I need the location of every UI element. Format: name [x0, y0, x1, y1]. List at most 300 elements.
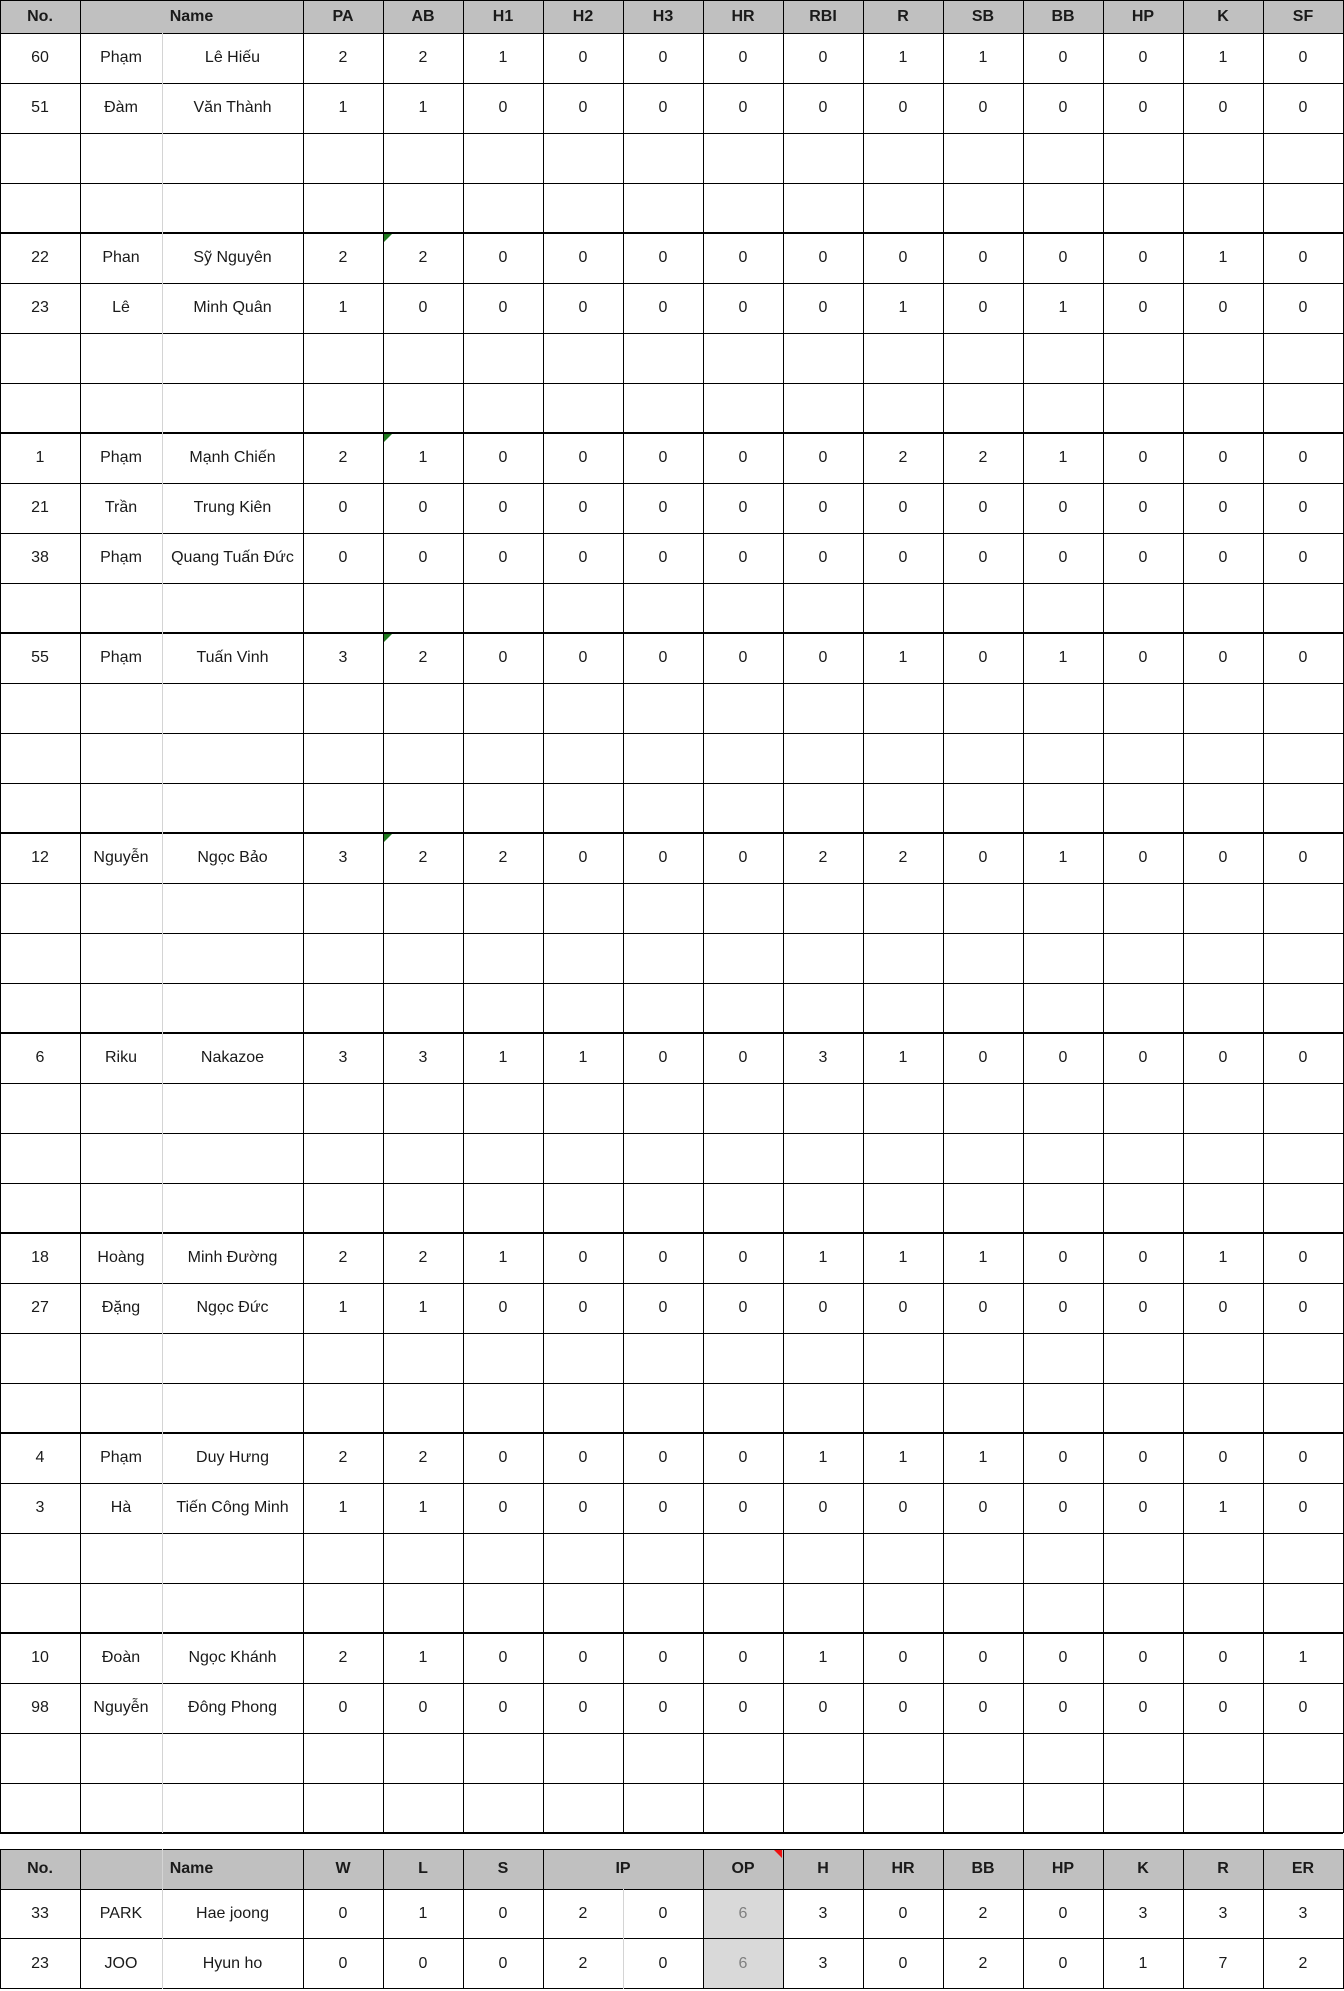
empty-cell[interactable]: [383, 683, 463, 733]
empty-cell[interactable]: [863, 1583, 943, 1633]
empty-cell[interactable]: [1263, 1133, 1343, 1183]
stat-ab[interactable]: 0: [418, 499, 428, 516]
empty-cell[interactable]: [1183, 583, 1263, 633]
empty-cell[interactable]: [383, 1183, 463, 1233]
stat-pa[interactable]: 0: [338, 1699, 348, 1716]
pitch-stat[interactable]: 3: [818, 1905, 828, 1922]
empty-cell[interactable]: [1263, 1383, 1343, 1433]
empty-cell[interactable]: [623, 983, 703, 1033]
stat-rbi[interactable]: 1: [818, 1249, 828, 1266]
empty-cell[interactable]: [1263, 1533, 1343, 1583]
empty-cell[interactable]: [1103, 1733, 1183, 1783]
empty-cell[interactable]: [383, 1533, 463, 1583]
empty-cell[interactable]: [1263, 1783, 1343, 1833]
empty-cell[interactable]: [943, 1783, 1023, 1833]
empty-cell[interactable]: [623, 733, 703, 783]
empty-cell[interactable]: [1263, 583, 1343, 633]
empty-cell[interactable]: [1103, 783, 1183, 833]
stat-bb[interactable]: 0: [1058, 1299, 1068, 1316]
empty-cell[interactable]: [463, 1533, 543, 1583]
stat-hr[interactable]: 0: [738, 1249, 748, 1266]
pitch-stat[interactable]: 0: [1058, 1905, 1068, 1922]
empty-cell[interactable]: [943, 1183, 1023, 1233]
stat-rbi[interactable]: 0: [818, 1299, 828, 1316]
empty-cell[interactable]: [0, 983, 80, 1033]
empty-cell[interactable]: [1103, 983, 1183, 1033]
empty-cell[interactable]: [80, 1333, 162, 1383]
pitcher-first-name[interactable]: Hyun ho: [202, 1955, 263, 1972]
empty-cell[interactable]: [162, 1533, 303, 1583]
empty-cell[interactable]: [863, 883, 943, 933]
pitch-stat[interactable]: 0: [338, 1955, 348, 1972]
pitch-stat[interactable]: 1: [1138, 1955, 1148, 1972]
empty-cell[interactable]: [1023, 583, 1103, 633]
pitch-stat[interactable]: 0: [418, 1955, 428, 1972]
stat-h1[interactable]: 1: [498, 1249, 508, 1266]
empty-cell[interactable]: [783, 1133, 863, 1183]
empty-cell[interactable]: [943, 933, 1023, 983]
empty-cell[interactable]: [783, 183, 863, 233]
empty-cell[interactable]: [0, 583, 80, 633]
stat-h2[interactable]: 0: [578, 499, 588, 516]
empty-cell[interactable]: [1103, 133, 1183, 183]
empty-cell[interactable]: [303, 883, 383, 933]
stat-sb[interactable]: 0: [978, 649, 988, 666]
empty-cell[interactable]: [543, 1183, 623, 1233]
stat-h3[interactable]: 0: [658, 849, 668, 866]
player-last-name[interactable]: Trần: [104, 499, 138, 516]
comment-indicator-icon[interactable]: [774, 1850, 782, 1858]
stat-sb[interactable]: 0: [978, 1049, 988, 1066]
stat-k[interactable]: 0: [1218, 649, 1228, 666]
empty-cell[interactable]: [303, 1083, 383, 1133]
player-last-name[interactable]: Phạm: [100, 549, 142, 566]
player-number[interactable]: 38: [31, 549, 49, 566]
stat-pa[interactable]: 2: [338, 249, 348, 266]
player-last-name[interactable]: Hoàng: [97, 1249, 145, 1266]
stat-pa[interactable]: 2: [338, 1449, 348, 1466]
stat-r[interactable]: 2: [898, 449, 908, 466]
stat-sf[interactable]: 0: [1298, 1299, 1308, 1316]
empty-cell[interactable]: [463, 183, 543, 233]
empty-cell[interactable]: [0, 933, 80, 983]
empty-cell[interactable]: [1183, 933, 1263, 983]
comment-indicator-icon[interactable]: [384, 834, 392, 842]
stat-rbi[interactable]: 2: [818, 849, 828, 866]
empty-cell[interactable]: [543, 333, 623, 383]
empty-cell[interactable]: [863, 383, 943, 433]
empty-cell[interactable]: [943, 1733, 1023, 1783]
empty-cell[interactable]: [162, 1083, 303, 1133]
empty-cell[interactable]: [1183, 1583, 1263, 1633]
pitch-stat[interactable]: 3: [1298, 1905, 1308, 1922]
pitcher-number[interactable]: 33: [31, 1905, 49, 1922]
empty-cell[interactable]: [703, 1583, 783, 1633]
empty-cell[interactable]: [543, 733, 623, 783]
stat-bb[interactable]: 0: [1058, 49, 1068, 66]
pitch-stat[interactable]: 0: [498, 1905, 508, 1922]
stat-r[interactable]: 0: [898, 249, 908, 266]
empty-cell[interactable]: [1263, 383, 1343, 433]
empty-cell[interactable]: [703, 783, 783, 833]
empty-cell[interactable]: [543, 1083, 623, 1133]
stat-hp[interactable]: 0: [1138, 1449, 1148, 1466]
stat-rbi[interactable]: 0: [818, 1699, 828, 1716]
empty-cell[interactable]: [703, 333, 783, 383]
empty-cell[interactable]: [623, 1083, 703, 1133]
empty-cell[interactable]: [1183, 983, 1263, 1033]
stat-rbi[interactable]: 1: [818, 1449, 828, 1466]
stat-h1[interactable]: 0: [498, 249, 508, 266]
empty-cell[interactable]: [703, 683, 783, 733]
empty-cell[interactable]: [383, 1383, 463, 1433]
empty-cell[interactable]: [80, 983, 162, 1033]
stat-bb[interactable]: 0: [1058, 1449, 1068, 1466]
empty-cell[interactable]: [1263, 133, 1343, 183]
stat-h2[interactable]: 0: [578, 449, 588, 466]
stat-hr[interactable]: 0: [738, 1049, 748, 1066]
player-last-name[interactable]: Phạm: [100, 649, 142, 666]
stat-sb[interactable]: 0: [978, 499, 988, 516]
pitcher-last-name[interactable]: PARK: [99, 1905, 143, 1922]
empty-cell[interactable]: [783, 1333, 863, 1383]
empty-cell[interactable]: [863, 1533, 943, 1583]
empty-cell[interactable]: [783, 1383, 863, 1433]
player-number[interactable]: 12: [31, 849, 49, 866]
empty-cell[interactable]: [383, 783, 463, 833]
stat-hp[interactable]: 0: [1138, 1049, 1148, 1066]
stat-ab[interactable]: 2: [418, 1249, 428, 1266]
empty-cell[interactable]: [463, 883, 543, 933]
empty-cell[interactable]: [783, 1783, 863, 1833]
stat-bb[interactable]: 0: [1058, 549, 1068, 566]
player-first-name[interactable]: Ngọc Bảo: [197, 849, 268, 866]
empty-cell[interactable]: [383, 1733, 463, 1783]
stat-k[interactable]: 0: [1218, 299, 1228, 316]
empty-cell[interactable]: [1103, 683, 1183, 733]
empty-cell[interactable]: [1103, 383, 1183, 433]
pitch-stat[interactable]: 2: [578, 1955, 588, 1972]
stat-pa[interactable]: 0: [338, 549, 348, 566]
stat-sf[interactable]: 0: [1298, 249, 1308, 266]
pitch-stat[interactable]: 0: [1058, 1955, 1068, 1972]
empty-cell[interactable]: [543, 783, 623, 833]
empty-cell[interactable]: [0, 1083, 80, 1133]
player-last-name[interactable]: Riku: [104, 1049, 137, 1066]
empty-cell[interactable]: [1023, 1733, 1103, 1783]
empty-cell[interactable]: [943, 983, 1023, 1033]
empty-cell[interactable]: [463, 1383, 543, 1433]
stat-h2[interactable]: 0: [578, 249, 588, 266]
empty-cell[interactable]: [943, 383, 1023, 433]
player-number[interactable]: 6: [35, 1049, 45, 1066]
player-first-name[interactable]: Minh Đường: [187, 1249, 278, 1266]
stat-sb[interactable]: 0: [978, 1499, 988, 1516]
empty-cell[interactable]: [303, 1733, 383, 1783]
stat-h2[interactable]: 0: [578, 1299, 588, 1316]
empty-cell[interactable]: [463, 333, 543, 383]
stat-hp[interactable]: 0: [1138, 1299, 1148, 1316]
player-first-name[interactable]: Ngọc Khánh: [188, 1649, 277, 1666]
empty-cell[interactable]: [703, 183, 783, 233]
stat-h1[interactable]: 1: [498, 49, 508, 66]
empty-cell[interactable]: [623, 933, 703, 983]
stat-rbi[interactable]: 0: [818, 249, 828, 266]
empty-cell[interactable]: [863, 683, 943, 733]
empty-cell[interactable]: [863, 1783, 943, 1833]
empty-cell[interactable]: [623, 1533, 703, 1583]
stat-sf[interactable]: 0: [1298, 1049, 1308, 1066]
stat-bb[interactable]: 0: [1058, 1699, 1068, 1716]
empty-cell[interactable]: [863, 583, 943, 633]
empty-cell[interactable]: [783, 733, 863, 783]
empty-cell[interactable]: [1103, 583, 1183, 633]
stat-h3[interactable]: 0: [658, 99, 668, 116]
stat-h3[interactable]: 0: [658, 1249, 668, 1266]
empty-cell[interactable]: [1263, 983, 1343, 1033]
empty-cell[interactable]: [463, 1583, 543, 1633]
empty-cell[interactable]: [783, 883, 863, 933]
player-last-name[interactable]: Hà: [110, 1499, 132, 1516]
empty-cell[interactable]: [303, 683, 383, 733]
stat-sf[interactable]: 0: [1298, 1449, 1308, 1466]
player-last-name[interactable]: Nguyễn: [93, 1699, 149, 1716]
stat-k[interactable]: 0: [1218, 449, 1228, 466]
pitcher-last-name[interactable]: JOO: [104, 1955, 138, 1972]
comment-indicator-icon[interactable]: [384, 234, 392, 242]
stat-bb[interactable]: 0: [1058, 499, 1068, 516]
empty-cell[interactable]: [162, 1333, 303, 1383]
empty-cell[interactable]: [383, 983, 463, 1033]
stat-h3[interactable]: 0: [658, 249, 668, 266]
empty-cell[interactable]: [1023, 783, 1103, 833]
empty-cell[interactable]: [783, 983, 863, 1033]
stat-k[interactable]: 1: [1218, 49, 1228, 66]
empty-cell[interactable]: [623, 1583, 703, 1633]
stat-hp[interactable]: 0: [1138, 449, 1148, 466]
empty-cell[interactable]: [543, 133, 623, 183]
empty-cell[interactable]: [463, 683, 543, 733]
stat-ab[interactable]: 1: [418, 1649, 428, 1666]
empty-cell[interactable]: [162, 383, 303, 433]
stat-sb[interactable]: 1: [978, 1249, 988, 1266]
empty-cell[interactable]: [383, 1783, 463, 1833]
player-number[interactable]: 4: [35, 1449, 45, 1466]
stat-r[interactable]: 0: [898, 1299, 908, 1316]
stat-h3[interactable]: 0: [658, 49, 668, 66]
stat-sb[interactable]: 0: [978, 1299, 988, 1316]
empty-cell[interactable]: [162, 1583, 303, 1633]
stat-sf[interactable]: 0: [1298, 1499, 1308, 1516]
stat-h1[interactable]: 0: [498, 299, 508, 316]
empty-cell[interactable]: [303, 1583, 383, 1633]
stat-sf[interactable]: 0: [1298, 1249, 1308, 1266]
empty-cell[interactable]: [80, 683, 162, 733]
stat-k[interactable]: 0: [1218, 849, 1228, 866]
empty-cell[interactable]: [1183, 1183, 1263, 1233]
empty-cell[interactable]: [162, 333, 303, 383]
empty-cell[interactable]: [162, 1733, 303, 1783]
empty-cell[interactable]: [80, 933, 162, 983]
empty-cell[interactable]: [623, 1333, 703, 1383]
stat-sb[interactable]: 1: [978, 1449, 988, 1466]
empty-cell[interactable]: [1183, 783, 1263, 833]
stat-hp[interactable]: 0: [1138, 299, 1148, 316]
empty-cell[interactable]: [383, 1083, 463, 1133]
stat-bb[interactable]: 0: [1058, 249, 1068, 266]
empty-cell[interactable]: [1023, 133, 1103, 183]
stat-h2[interactable]: 1: [578, 1049, 588, 1066]
pitch-stat[interactable]: 0: [658, 1905, 668, 1922]
pitch-stat[interactable]: 2: [978, 1905, 988, 1922]
empty-cell[interactable]: [0, 1583, 80, 1633]
player-number[interactable]: 18: [31, 1249, 49, 1266]
empty-cell[interactable]: [703, 733, 783, 783]
stat-k[interactable]: 1: [1218, 1499, 1228, 1516]
empty-cell[interactable]: [863, 783, 943, 833]
player-number[interactable]: 27: [31, 1299, 49, 1316]
empty-cell[interactable]: [383, 583, 463, 633]
empty-cell[interactable]: [543, 383, 623, 433]
stat-h1[interactable]: 1: [498, 1049, 508, 1066]
empty-cell[interactable]: [1103, 1583, 1183, 1633]
empty-cell[interactable]: [0, 183, 80, 233]
stat-bb[interactable]: 0: [1058, 99, 1068, 116]
stat-k[interactable]: 0: [1218, 1299, 1228, 1316]
empty-cell[interactable]: [1103, 1333, 1183, 1383]
empty-cell[interactable]: [1103, 1783, 1183, 1833]
stat-h3[interactable]: 0: [658, 449, 668, 466]
empty-cell[interactable]: [783, 933, 863, 983]
stat-r[interactable]: 1: [898, 649, 908, 666]
empty-cell[interactable]: [943, 583, 1023, 633]
empty-cell[interactable]: [463, 383, 543, 433]
stat-hr[interactable]: 0: [738, 49, 748, 66]
empty-cell[interactable]: [623, 783, 703, 833]
empty-cell[interactable]: [1183, 1133, 1263, 1183]
empty-cell[interactable]: [303, 1333, 383, 1383]
empty-cell[interactable]: [1023, 1783, 1103, 1833]
empty-cell[interactable]: [943, 783, 1023, 833]
stat-h2[interactable]: 0: [578, 1699, 588, 1716]
empty-cell[interactable]: [703, 933, 783, 983]
stat-rbi[interactable]: 0: [818, 299, 828, 316]
player-first-name[interactable]: Văn Thành: [193, 99, 272, 116]
empty-cell[interactable]: [623, 1183, 703, 1233]
stat-h1[interactable]: 0: [498, 99, 508, 116]
stat-hp[interactable]: 0: [1138, 1499, 1148, 1516]
empty-cell[interactable]: [1263, 333, 1343, 383]
empty-cell[interactable]: [863, 933, 943, 983]
empty-cell[interactable]: [943, 333, 1023, 383]
empty-cell[interactable]: [623, 683, 703, 733]
stat-bb[interactable]: 1: [1058, 449, 1068, 466]
stat-pa[interactable]: 3: [338, 649, 348, 666]
empty-cell[interactable]: [543, 1583, 623, 1633]
empty-cell[interactable]: [1183, 683, 1263, 733]
empty-cell[interactable]: [1183, 183, 1263, 233]
empty-cell[interactable]: [543, 683, 623, 733]
empty-cell[interactable]: [303, 1183, 383, 1233]
pitch-stat[interactable]: 3: [1218, 1905, 1228, 1922]
stat-k[interactable]: 0: [1218, 1449, 1228, 1466]
player-last-name[interactable]: Nguyễn: [93, 849, 149, 866]
empty-cell[interactable]: [783, 1583, 863, 1633]
stat-pa[interactable]: 1: [338, 299, 348, 316]
empty-cell[interactable]: [623, 1733, 703, 1783]
player-first-name[interactable]: Quang Tuấn Đức: [171, 549, 294, 566]
pitch-stat[interactable]: 3: [1138, 1905, 1148, 1922]
empty-cell[interactable]: [1023, 333, 1103, 383]
empty-cell[interactable]: [1263, 1733, 1343, 1783]
player-first-name[interactable]: Sỹ Nguyên: [193, 249, 272, 266]
empty-cell[interactable]: [162, 183, 303, 233]
player-number[interactable]: 23: [31, 299, 49, 316]
empty-cell[interactable]: [463, 1783, 543, 1833]
stat-pa[interactable]: 3: [338, 1049, 348, 1066]
empty-cell[interactable]: [543, 1783, 623, 1833]
empty-cell[interactable]: [162, 583, 303, 633]
stat-bb[interactable]: 1: [1058, 299, 1068, 316]
empty-cell[interactable]: [303, 333, 383, 383]
pitch-stat[interactable]: 2: [1298, 1955, 1308, 1972]
stat-sb[interactable]: 2: [978, 449, 988, 466]
empty-cell[interactable]: [863, 1333, 943, 1383]
empty-cell[interactable]: [783, 1183, 863, 1233]
stat-pa[interactable]: 0: [338, 499, 348, 516]
stat-ab[interactable]: 2: [418, 49, 428, 66]
empty-cell[interactable]: [80, 133, 162, 183]
stat-r[interactable]: 0: [898, 1699, 908, 1716]
empty-cell[interactable]: [1103, 1533, 1183, 1583]
stat-hr[interactable]: 0: [738, 649, 748, 666]
stat-ab[interactable]: 1: [418, 1299, 428, 1316]
stat-h3[interactable]: 0: [658, 1449, 668, 1466]
empty-cell[interactable]: [1183, 1383, 1263, 1433]
player-first-name[interactable]: Ngọc Đức: [196, 1299, 269, 1316]
empty-cell[interactable]: [703, 1733, 783, 1783]
empty-cell[interactable]: [783, 1533, 863, 1583]
stat-ab[interactable]: 2: [418, 249, 428, 266]
empty-cell[interactable]: [463, 133, 543, 183]
empty-cell[interactable]: [863, 333, 943, 383]
stat-sb[interactable]: 0: [978, 299, 988, 316]
empty-cell[interactable]: [80, 383, 162, 433]
empty-cell[interactable]: [80, 1133, 162, 1183]
stat-h1[interactable]: 0: [498, 1449, 508, 1466]
empty-cell[interactable]: [703, 1533, 783, 1583]
player-first-name[interactable]: Lê Hiếu: [204, 49, 261, 66]
stat-h3[interactable]: 0: [658, 299, 668, 316]
stat-rbi[interactable]: 0: [818, 449, 828, 466]
empty-cell[interactable]: [863, 1183, 943, 1233]
empty-cell[interactable]: [303, 1533, 383, 1583]
player-number[interactable]: 10: [31, 1649, 49, 1666]
empty-cell[interactable]: [1183, 733, 1263, 783]
empty-cell[interactable]: [703, 1783, 783, 1833]
stat-bb[interactable]: 1: [1058, 849, 1068, 866]
player-first-name[interactable]: Mạnh Chiến: [189, 449, 276, 466]
player-last-name[interactable]: Phan: [102, 249, 140, 266]
stat-sb[interactable]: 0: [978, 849, 988, 866]
stat-ab[interactable]: 3: [418, 1049, 428, 1066]
empty-cell[interactable]: [1183, 333, 1263, 383]
empty-cell[interactable]: [1263, 1183, 1343, 1233]
empty-cell[interactable]: [463, 1183, 543, 1233]
stat-h2[interactable]: 0: [578, 849, 588, 866]
stat-rbi[interactable]: 0: [818, 49, 828, 66]
stat-rbi[interactable]: 0: [818, 549, 828, 566]
